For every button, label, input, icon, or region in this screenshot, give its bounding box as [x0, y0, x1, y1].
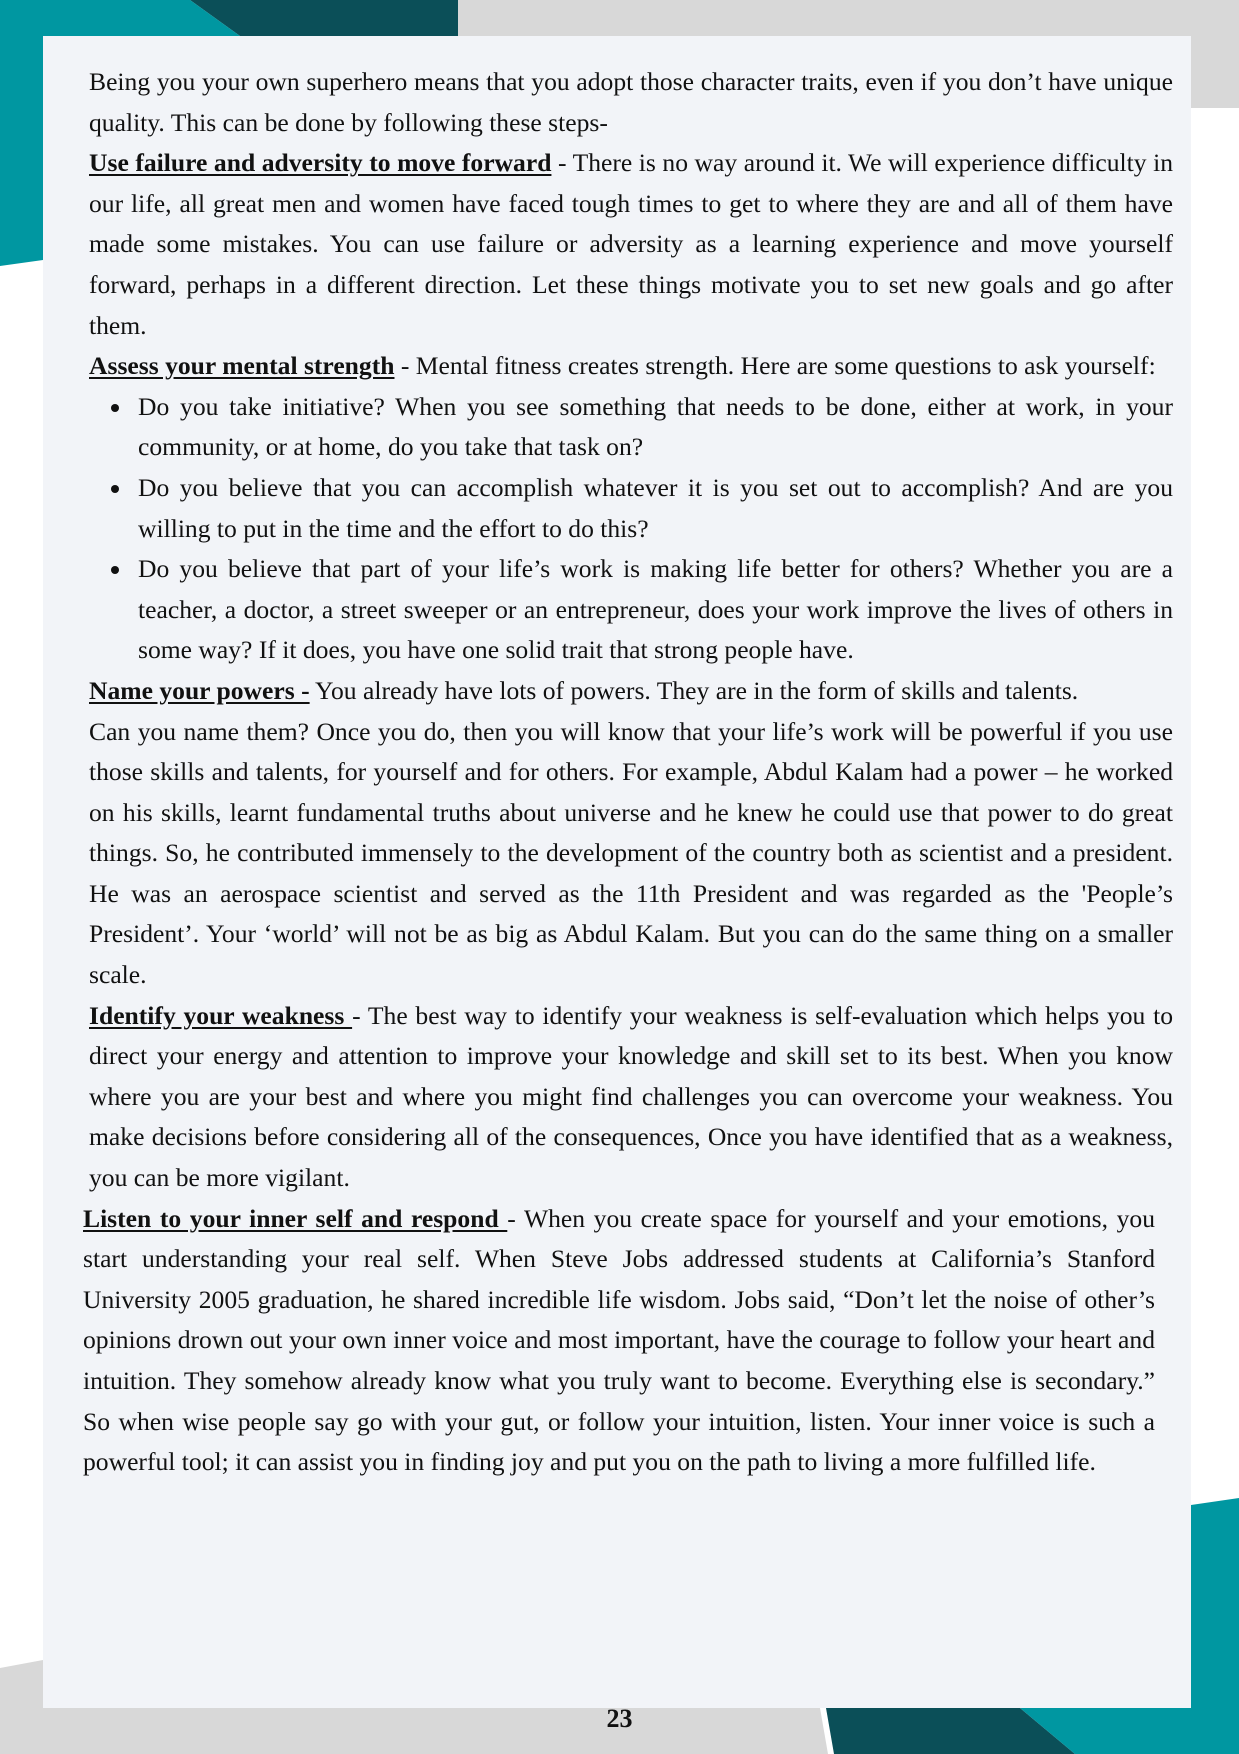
section-heading: Use failure and adversity to move forward — [89, 148, 552, 178]
list-item: Do you believe that part of your life’s work is making life better for others? Whether you are a teacher, a doctor, a street sweeper or an entrepreneur, does your work improve the lives of others in some way? If it does, you have one solid trait that strong people have. — [89, 549, 1173, 671]
section-heading: Identify your weakness — [89, 1000, 353, 1030]
page-number: 23 — [606, 1704, 633, 1733]
section-text: - Mental fitness creates strength. Here are some questions to ask yourself: — [394, 351, 1156, 381]
intro-paragraph: Being you your own superhero means that you adopt those character traits, even if you don’t have unique quality. This can be done by following these steps- — [89, 67, 1173, 137]
list-item: Do you take initiative? When you see something that needs to be done, either at work, in your community, or at home, do you take that task on? — [89, 387, 1173, 468]
section-text: - When you create space for yourself and your emotions, you start understanding your real self. When Steve Jobs addressed students at California’s Stanford University 2005 graduation, he shared incredible life wisdom. Jobs said, “Don’t let the noise of other’s opinions drown out your own inner voice and most important, have the courage to follow your heart and intuition. They somehow already know what you truly want to become. Everything else is secondary.” So when wise people say go with your gut, or follow your intuition, listen. Your inner voice is such a powerful tool; it can assist you in finding joy and put you on the path to living a more fulfilled life. — [83, 1203, 1155, 1477]
section-failure — [89, 143, 1173, 346]
section-inner-self — [83, 1199, 1155, 1483]
section-powers — [89, 671, 1173, 712]
section-mental-strength — [89, 346, 1173, 387]
section-weakness — [89, 996, 1173, 1199]
powers-paragraph: Can you name them? Once you do, then you will know that your life’s work will be powerful if you use those skills and talents, for yourself and for others. For example, Abdul Kalam had a power – he worked on his skills, learnt fundamental truths about universe and he knew he could use that power to do great things. So, he contributed immensely to the development of the country both as scientist and a president. He was an aerospace scientist and served as the 11th President and was regarded as the 'People’s President’. Your ‘world’ will not be as big as Abdul Kalam. But you can do the same thing on a smaller scale. — [89, 716, 1173, 990]
question-list — [89, 387, 1173, 671]
list-item: Do you believe that you can accomplish whatever it is you set out to accomplish? And are you willing to put in the time and the effort to do this? — [89, 468, 1173, 549]
section-text: - The best way to identify your weakness is self-evaluation which helps you to direct your energy and attention to improve your knowledge and skill set to its best. When you know where you are your best and where you might find challenges you can overcome your weakness. You make decisions before considering all of the consequences, Once you have identified that as a weakness, you can be more vigilant. — [89, 1000, 1173, 1193]
section-heading: Listen to your inner self and respond — [83, 1203, 508, 1233]
section-text: You already have lots of powers. They are in the form of skills and talents. — [309, 675, 1079, 705]
section-heading: Assess your mental strength — [89, 351, 395, 381]
section-heading: Name your powers - — [89, 675, 310, 705]
page-content — [83, 62, 1173, 1483]
section-text: - There is no way around it. We will experience difficulty in our life, all great men and women have faced tough times to get to where they are and all of them have made some mistakes. You can use failure or adversity as a learning experience and move yourself forward, perhaps in a different direction. Let these things motivate you to set new goals and go after them. — [89, 148, 1173, 340]
